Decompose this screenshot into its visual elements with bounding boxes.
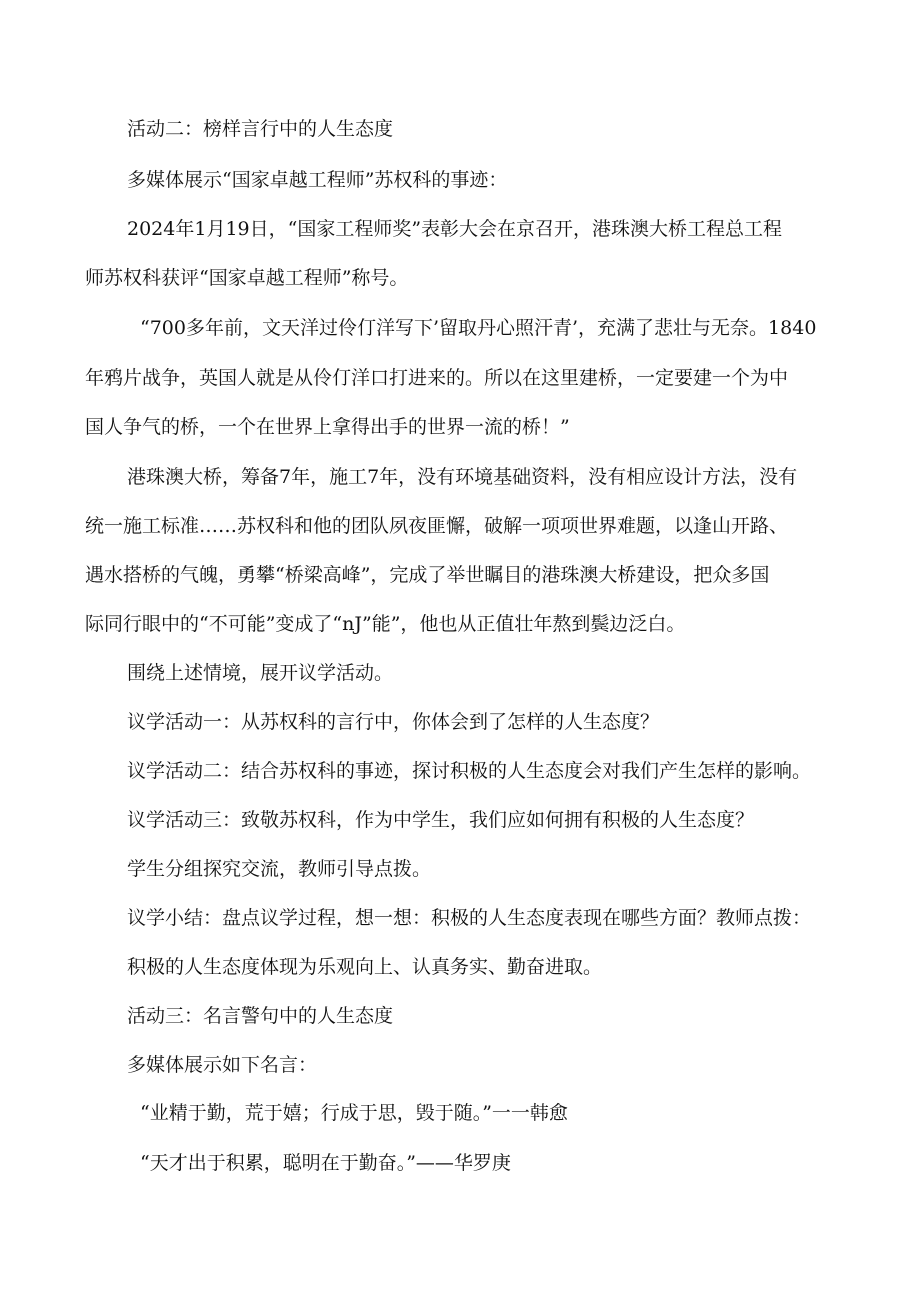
discussion-activity-3: 议学活动三：致敬苏权科，作为中学生，我们应如何拥有积极的人生态度？ <box>127 809 755 831</box>
story-paragraph-1-line-2: 师苏权科获评“国家卓越工程师”称号。 <box>85 267 409 289</box>
activity3-heading: 活动三：名言警句中的人生态度 <box>127 1005 394 1027</box>
media-intro: 多媒体展示“国家卓越工程师”苏权科的事迹： <box>127 169 508 191</box>
story-paragraph-3-line-4: 际同行眼中的“不可能”变成了“nJ”能”，他也从正值壮年熬到鬓边泛白。 <box>85 613 686 635</box>
summary-line-1: 议学小结：盘点议学过程，想一想：积极的人生态度表现在哪些方面？教师点拨： <box>127 907 812 929</box>
story-paragraph-3-line-3: 遇水搭桥的气魄，勇攀“桥梁高峰”，完成了举世瞩目的港珠澳大桥建设，把众多国 <box>85 564 770 586</box>
quote-hualuogeng: “天才出于积累，聪明在于勤奋。”——华罗庚 <box>140 1152 511 1174</box>
story-paragraph-3-line-1: 港珠澳大桥，筹备7年，施工7年，没有环境基础资料，没有相应设计方法，没有 <box>127 466 798 488</box>
discussion-intro: 围绕上述情境，展开议学活动。 <box>127 662 394 684</box>
quote-paragraph-line-2: 年鸦片战争，英国人就是从伶仃洋口打进来的。所以在这里建桥，一定要建一个为中 <box>85 367 789 389</box>
summary-line-2: 积极的人生态度体现为乐观向上、认真务实、勤奋进取。 <box>127 956 603 978</box>
quotes-intro: 多媒体展示如下名言： <box>127 1054 318 1076</box>
group-work: 学生分组探究交流，教师引导点拨。 <box>127 858 432 880</box>
quote-hanyu: “业精于勤，荒于嬉；行成于思，毁于随。”一一韩愈 <box>140 1102 568 1124</box>
story-paragraph-3-line-2: 统一施工标准……苏权科和他的团队夙夜匪懈，破解一项项世界难题，以逢山开路、 <box>85 515 789 537</box>
quote-paragraph-line-1: “700多年前，文天洋过伶仃洋写下’留取丹心照汗青’，充满了悲壮与无奈。1840 <box>140 317 817 339</box>
activity2-heading: 活动二：榜样言行中的人生态度 <box>127 118 394 140</box>
discussion-activity-2: 议学活动二：结合苏权科的事迹，探讨积极的人生态度会对我们产生怎样的影响。 <box>127 760 812 782</box>
quote-paragraph-line-3: 国人争气的桥，一个在世界上拿得出手的世界一流的桥！” <box>85 416 570 438</box>
discussion-activity-1: 议学活动一：从苏权科的言行中，你体会到了怎样的人生态度？ <box>127 711 660 733</box>
story-paragraph-1-line-1: 2024年1月19日，“国家工程师奖”表彰大会在京召开，港珠澳大桥工程总工程 <box>127 218 783 240</box>
